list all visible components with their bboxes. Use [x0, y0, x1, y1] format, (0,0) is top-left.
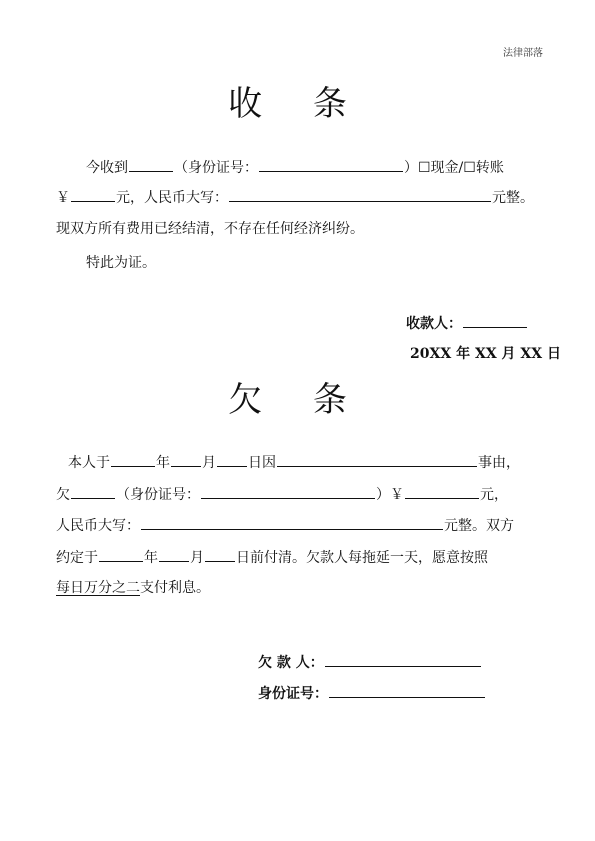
iou-text: （身份证号： [116, 487, 200, 503]
debtor-label: 欠 款 人： [258, 655, 324, 671]
iou-title: 欠 条 [228, 380, 367, 420]
iou-text: ）￥ [376, 487, 404, 503]
iou-text: 约定于 [56, 550, 98, 566]
iou-line-4 [56, 547, 488, 568]
debtor-blank[interactable] [325, 652, 481, 667]
iou-line-3 [56, 515, 514, 536]
receiver-blank[interactable] [463, 313, 527, 328]
year-blank[interactable] [111, 452, 155, 467]
iou-text: 支付利息。 [140, 580, 210, 596]
receipt-date: 20XX 年 XX 月 XX 日 [410, 346, 562, 362]
receipt-line-1 [86, 157, 504, 178]
iou-text: 日前付清。欠款人每拖延一天，愿意按照 [236, 550, 488, 566]
payer-id-blank[interactable] [259, 157, 403, 172]
iou-text: 日因 [248, 455, 276, 471]
payer-name-blank[interactable] [129, 157, 173, 172]
iou-text: 人民币大写： [56, 518, 140, 534]
month-blank[interactable] [171, 452, 201, 467]
debt-amount-blank[interactable] [405, 484, 479, 499]
iou-text: 年 [156, 455, 170, 471]
iou-text: 本人于 [68, 455, 110, 471]
day-blank[interactable] [217, 452, 247, 467]
creditor-blank[interactable] [71, 484, 115, 499]
iou-text: 欠 [56, 487, 70, 503]
interest-rate-text: 每日万分之二 [56, 580, 140, 596]
creditor-id-blank[interactable] [201, 484, 375, 499]
due-month-blank[interactable] [159, 547, 189, 562]
iou-line-2 [56, 484, 508, 505]
amount-upper-label: 元，人民币大写： [116, 190, 228, 206]
payment-method-label: ）☐现金/☐转账 [404, 160, 504, 176]
receipt-title: 收 条 [228, 84, 367, 124]
id-label: 身份证号： [258, 686, 328, 702]
iou-text: 月 [190, 550, 204, 566]
id-blank[interactable] [329, 683, 485, 698]
receipt-line-4: 特此为证。 [86, 255, 156, 271]
receiver-line [406, 313, 528, 334]
receipt-line-2 [56, 187, 534, 208]
amount-blank[interactable] [71, 187, 115, 202]
due-day-blank[interactable] [205, 547, 235, 562]
yuan-whole-label: 元整。 [492, 190, 534, 206]
amount-upper-blank[interactable] [229, 187, 491, 202]
iou-text: 事由， [478, 455, 520, 471]
yuan-symbol: ￥ [56, 190, 70, 206]
due-year-blank[interactable] [99, 547, 143, 562]
receipt-line-3: 现双方所有费用已经结清，不存在任何经济纠纷。 [56, 221, 364, 237]
iou-text: 月 [202, 455, 216, 471]
iou-text: 元整。双方 [444, 518, 514, 534]
received-from-label: 今收到 [86, 160, 128, 176]
debt-upper-blank[interactable] [141, 515, 443, 530]
receiver-label: 收款人： [406, 316, 462, 332]
id-line [258, 683, 486, 704]
iou-line-5 [56, 578, 210, 598]
source-label: 法律部落 [503, 48, 543, 59]
iou-line-1 [68, 452, 520, 473]
iou-text: 元， [480, 487, 508, 503]
debtor-line [258, 652, 482, 673]
reason-blank[interactable] [277, 452, 477, 467]
id-number-label: （身份证号： [174, 160, 258, 176]
iou-text: 年 [144, 550, 158, 566]
